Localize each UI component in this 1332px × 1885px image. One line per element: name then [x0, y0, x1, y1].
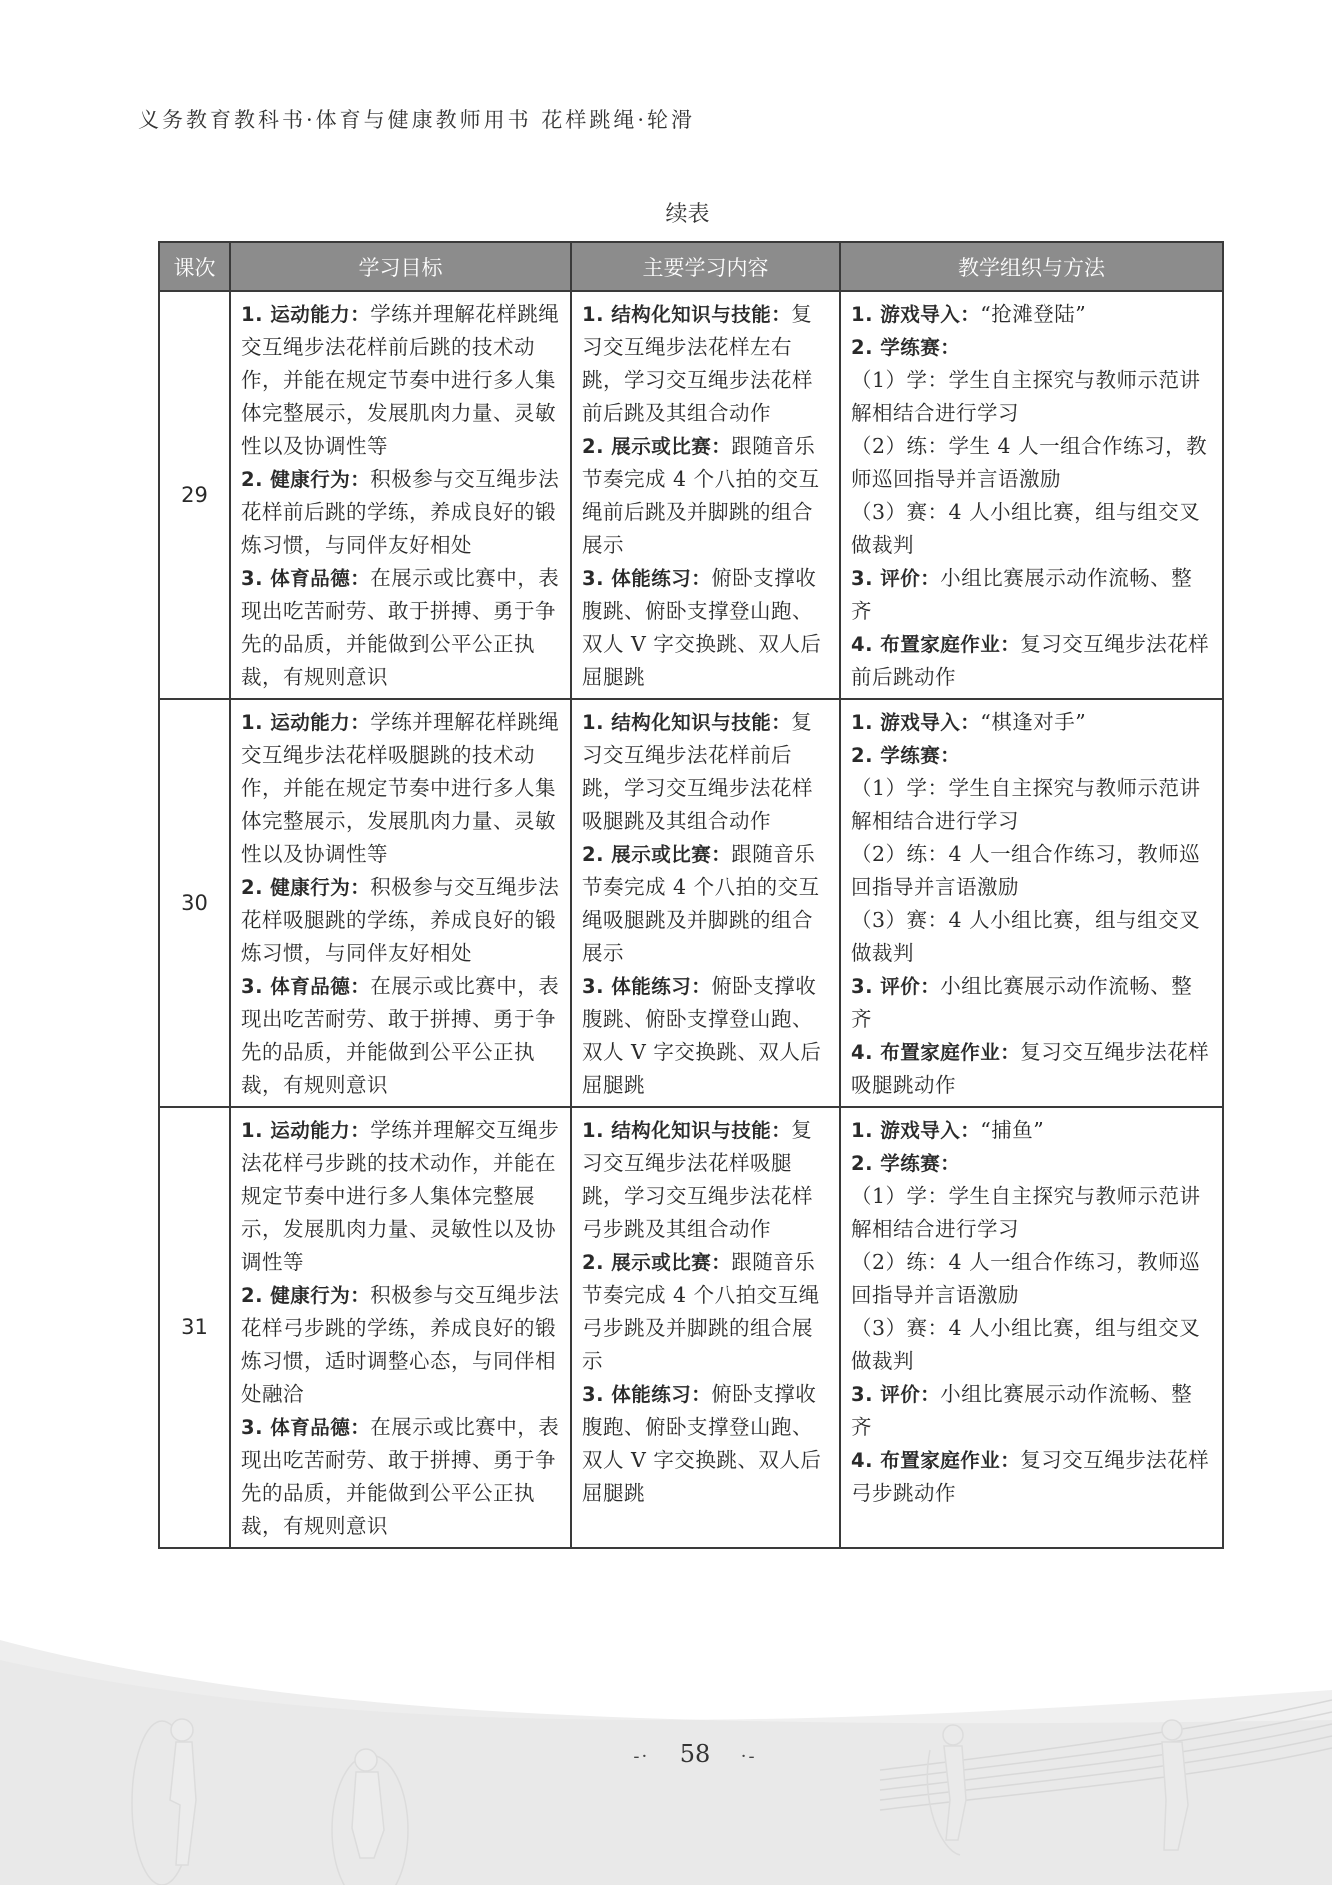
entry-label: 1. 游戏导入：: [851, 1119, 981, 1142]
entry-text: 复习交互绳步法花样前后跳，学习交互绳步法花样吸腿跳及其组合动作: [582, 710, 813, 833]
entry-label: 2. 学练赛：: [851, 336, 961, 359]
goals-entry: [241, 871, 560, 970]
entry-label: 1. 结构化知识与技能：: [582, 303, 792, 326]
entry-label: 2. 健康行为：: [241, 1284, 371, 1307]
entry-label: 1. 结构化知识与技能：: [582, 1119, 792, 1142]
entry-text: 跟随音乐节奏完成 4 个八拍的交互绳前后跳及并脚跳的组合展示: [582, 434, 820, 557]
entry-text: 学练并理解花样跳绳交互绳步法花样前后跳的技术动作，并能在规定节奏中进行多人集体完整展示，发展肌肉力量、灵敏性以及协调性等: [241, 302, 560, 458]
methods-entry: [851, 562, 1212, 628]
column-header-content: 主要学习内容: [571, 242, 840, 291]
goals-entry: [241, 463, 560, 562]
page-number-value: 58: [679, 1740, 711, 1768]
content-cell: [571, 1107, 840, 1548]
entry-text: 跟随音乐节奏完成 4 个八拍交互绳弓步跳及并脚跳的组合展示: [582, 1250, 820, 1373]
content-entry: [582, 562, 829, 694]
entry-label: 2. 学练赛：: [851, 1152, 961, 1175]
column-header-goals: 学习目标: [230, 242, 571, 291]
entry-label: 3. 体育品德：: [241, 975, 371, 998]
entry-label: 4. 布置家庭作业：: [851, 1041, 1021, 1064]
goals-entry: [241, 970, 560, 1102]
goals-entry: [241, 1279, 560, 1411]
entry-label: 3. 体能练习：: [582, 1383, 712, 1406]
entry-text: （3）赛：4 人小组比赛，组与组交叉做裁判: [851, 908, 1201, 965]
entry-label: 1. 游戏导入：: [851, 303, 981, 326]
page-number: -· 58 ·-: [633, 1740, 757, 1768]
methods-cell: [840, 699, 1223, 1107]
entry-text: （2）练：4 人一组合作练习，教师巡回指导并言语激励: [851, 1250, 1201, 1307]
methods-entry: [851, 1444, 1212, 1510]
goals-cell: [230, 1107, 571, 1548]
methods-entry: [851, 772, 1212, 838]
goals-entry: [241, 1411, 560, 1543]
entry-text: “捕鱼”: [980, 1118, 1045, 1142]
entry-label: 1. 运动能力：: [241, 711, 371, 734]
content-cell: [571, 699, 840, 1107]
methods-entry: [851, 1378, 1212, 1444]
methods-entry: [851, 838, 1212, 904]
entry-text: 学练并理解交互绳步法花样弓步跳的技术动作，并能在规定节奏中进行多人集体完整展示，发展肌肉力量、灵敏性以及协调性等: [241, 1118, 560, 1274]
content-entry: [582, 1378, 829, 1510]
goals-entry: [241, 1114, 560, 1279]
goals-cell: [230, 699, 571, 1107]
entry-text: 在展示或比赛中，表现出吃苦耐劳、敢于拼搏、勇于争先的品质，并能做到公平公正执裁，有规则意识: [241, 974, 560, 1097]
methods-entry: [851, 331, 1212, 364]
methods-entry: [851, 904, 1212, 970]
entry-text: 在展示或比赛中，表现出吃苦耐劳、敢于拼搏、勇于争先的品质，并能做到公平公正执裁，有规则意识: [241, 566, 560, 689]
lesson-number-cell: 31: [159, 1107, 230, 1548]
entry-text: 小组比赛展示动作流畅、整齐: [851, 974, 1193, 1031]
content-entry: [582, 298, 829, 430]
entry-label: 1. 运动能力：: [241, 1119, 371, 1142]
methods-entry: [851, 430, 1212, 496]
methods-entry: [851, 364, 1212, 430]
entry-text: （1）学：学生自主探究与教师示范讲解相结合进行学习: [851, 776, 1201, 833]
column-header-methods: 教学组织与方法: [840, 242, 1223, 291]
table-caption: 续表: [665, 202, 710, 227]
entry-label: 1. 结构化知识与技能：: [582, 711, 792, 734]
entry-text: （3）赛：4 人小组比赛，组与组交叉做裁判: [851, 1316, 1201, 1373]
entry-text: 复习交互绳步法花样吸腿跳，学习交互绳步法花样弓步跳及其组合动作: [582, 1118, 813, 1241]
entry-text: 跟随音乐节奏完成 4 个八拍的交互绳吸腿跳及并脚跳的组合展示: [582, 842, 820, 965]
methods-entry: [851, 628, 1212, 694]
entry-text: “抢滩登陆”: [980, 302, 1087, 326]
methods-entry: [851, 496, 1212, 562]
methods-cell: [840, 1107, 1223, 1548]
content-cell: [571, 291, 840, 699]
entry-text: 复习交互绳步法花样前后跳动作: [851, 632, 1210, 689]
entry-label: 2. 展示或比赛：: [582, 1251, 732, 1274]
running-header: 义务教育教科书·体育与健康教师用书 花样跳绳·轮滑: [138, 108, 696, 132]
entry-text: “棋逢对手”: [980, 710, 1087, 734]
entry-text: 积极参与交互绳步法花样吸腿跳的学练，养成良好的锻炼习惯，与同伴友好相处: [241, 875, 560, 965]
content-entry: [582, 430, 829, 562]
entry-label: 3. 体能练习：: [582, 567, 712, 590]
methods-entry: [851, 1036, 1212, 1102]
entry-label: 1. 运动能力：: [241, 303, 371, 326]
methods-entry: [851, 706, 1212, 739]
entry-label: 2. 展示或比赛：: [582, 435, 732, 458]
entry-label: 3. 评价：: [851, 567, 941, 590]
entry-label: 4. 布置家庭作业：: [851, 1449, 1021, 1472]
entry-label: 2. 学练赛：: [851, 744, 961, 767]
table-body: [159, 291, 1223, 1548]
entry-text: 复习交互绳步法花样弓步跳动作: [851, 1448, 1210, 1505]
entry-text: （2）练：4 人一组合作练习，教师巡回指导并言语激励: [851, 842, 1201, 899]
goals-entry: [241, 706, 560, 871]
methods-entry: [851, 298, 1212, 331]
methods-entry: [851, 1147, 1212, 1180]
entry-text: 复习交互绳步法花样吸腿跳动作: [851, 1040, 1210, 1097]
entry-text: 小组比赛展示动作流畅、整齐: [851, 1382, 1193, 1439]
entry-label: 3. 体育品德：: [241, 1416, 371, 1439]
methods-entry: [851, 1312, 1212, 1378]
entry-label: 1. 游戏导入：: [851, 711, 981, 734]
entry-text: 积极参与交互绳步法花样前后跳的学练，养成良好的锻炼习惯，与同伴友好相处: [241, 467, 560, 557]
table-row: [159, 1107, 1223, 1548]
entry-label: 3. 评价：: [851, 1383, 941, 1406]
entry-text: （2）练：学生 4 人一组合作练习，教师巡回指导并言语激励: [851, 434, 1208, 491]
entry-text: 积极参与交互绳步法花样弓步跳的学练，养成良好的锻炼习惯，适时调整心态，与同伴相处融洽: [241, 1283, 560, 1406]
content-entry: [582, 1114, 829, 1246]
entry-text: 学练并理解花样跳绳交互绳步法花样吸腿跳的技术动作，并能在规定节奏中进行多人集体完整展示，发展肌肉力量、灵敏性以及协调性等: [241, 710, 560, 866]
entry-text: 复习交互绳步法花样左右跳，学习交互绳步法花样前后跳及其组合动作: [582, 302, 813, 425]
table-row: [159, 699, 1223, 1107]
entry-label: 3. 体能练习：: [582, 975, 712, 998]
entry-label: 3. 体育品德：: [241, 567, 371, 590]
content-entry: [582, 706, 829, 838]
content-entry: [582, 838, 829, 970]
entry-text: 俯卧支撑收腹跳、俯卧支撑登山跑、双人 V 字交换跳、双人后屈腿跳: [582, 974, 822, 1097]
goals-entry: [241, 562, 560, 694]
column-header-lesson: 课次: [159, 242, 230, 291]
goals-entry: [241, 298, 560, 463]
goals-cell: [230, 291, 571, 699]
table-header-row: [159, 242, 1223, 291]
entry-text: 在展示或比赛中，表现出吃苦耐劳、敢于拼搏、勇于争先的品质，并能做到公平公正执裁，有规则意识: [241, 1415, 560, 1538]
entry-text: （1）学：学生自主探究与教师示范讲解相结合进行学习: [851, 368, 1201, 425]
entry-text: （3）赛：4 人小组比赛，组与组交叉做裁判: [851, 500, 1201, 557]
lesson-number-cell: 29: [159, 291, 230, 699]
lesson-plan-table: [158, 241, 1224, 1549]
entry-label: 3. 评价：: [851, 975, 941, 998]
entry-text: 俯卧支撑收腹跑、俯卧支撑登山跑、双人 V 字交换跳、双人后屈腿跳: [582, 1382, 822, 1505]
entry-label: 2. 健康行为：: [241, 876, 371, 899]
entry-text: 俯卧支撑收腹跳、俯卧支撑登山跑、双人 V 字交换跳、双人后屈腿跳: [582, 566, 822, 689]
methods-cell: [840, 291, 1223, 699]
lesson-number-cell: 30: [159, 699, 230, 1107]
methods-entry: [851, 970, 1212, 1036]
methods-entry: [851, 1114, 1212, 1147]
content-entry: [582, 1246, 829, 1378]
entry-label: 2. 健康行为：: [241, 468, 371, 491]
methods-entry: [851, 1246, 1212, 1312]
content-entry: [582, 970, 829, 1102]
methods-entry: [851, 739, 1212, 772]
table-row: [159, 291, 1223, 699]
entry-text: （1）学：学生自主探究与教师示范讲解相结合进行学习: [851, 1184, 1201, 1241]
methods-entry: [851, 1180, 1212, 1246]
entry-text: 小组比赛展示动作流畅、整齐: [851, 566, 1193, 623]
entry-label: 4. 布置家庭作业：: [851, 633, 1021, 656]
entry-label: 2. 展示或比赛：: [582, 843, 732, 866]
